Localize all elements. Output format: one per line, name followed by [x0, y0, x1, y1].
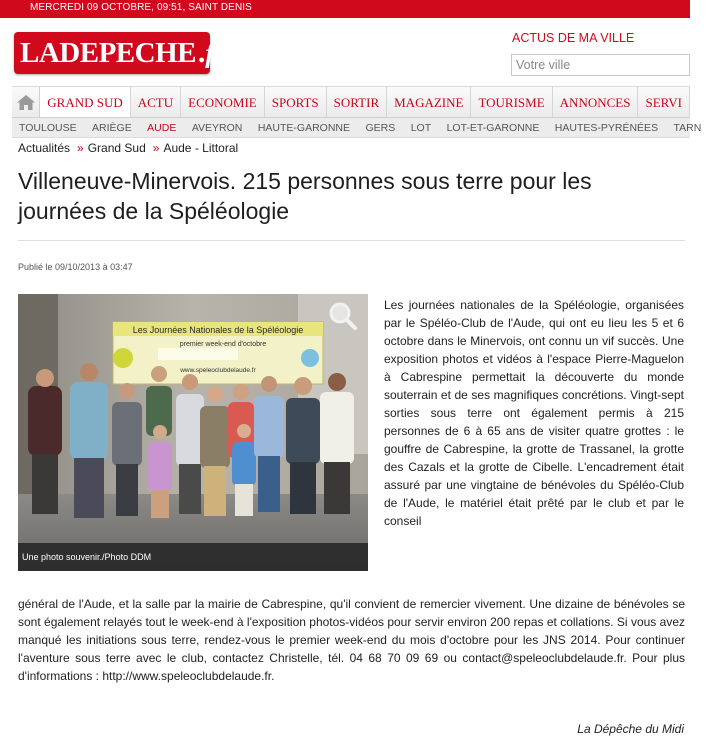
ladepeche-logo[interactable] [14, 32, 225, 74]
subnav-item-hautes-pyrenees[interactable]: HAUTES-PYRÉNÉES [554, 122, 659, 134]
article-paragraph-1: Les journées nationales de la Spéléologie, organisées par le Spéléo-Club de l'Aude, qui ont eu lieu les 5 et 6 octobre dans le Minervois, ont connu un vif succès. Une exposition photos et vidéos à l'espace Pierre-Maguelon à Cabrespine permettait la découverte du monde souterrain et de ses magnifiques concrétions. Vingt-sept sorties sous terre ont également permis à 215 personnes de 6 à 65 ans de visiter quatre grottes : le gouffre de Cabrespine, la grotte de Trassanel, la grotte des Cazals et la grotte de Cibelle. L'encadrement était assuré par une vingtaine de bénévoles du Spéléo-Club de l'Aude, le matériel était prêté par le club et par le conseil [384, 298, 684, 528]
people-group [28, 363, 354, 518]
top-bar [0, 0, 690, 18]
logo-fr: fr [205, 37, 225, 68]
article-body-column [384, 296, 684, 530]
banner-url: www.speleoclubdelaude.fr [180, 367, 256, 374]
home-button[interactable] [12, 87, 40, 117]
nav-item-annonces[interactable]: ANNONCES [553, 87, 639, 117]
house-icon [17, 95, 35, 110]
subnav-item-lot-et-garonne[interactable]: LOT-ET-GARONNE [446, 122, 540, 134]
publish-date: Publié le 09/10/2013 à 03:47 [18, 262, 133, 272]
subnav-item-aveyron[interactable]: AVEYRON [191, 122, 243, 134]
city-search-input[interactable] [511, 54, 690, 76]
article-paragraph-2: général de l'Aude, et la salle par la mairie de Cabrespine, qu'il convient de remercier vivement. Une dizaine de bénévoles se sont également relayés tout le week-end à l'exposition photos-vidéos pour servir environ 200 repas et collations. Si vous avez manqué les initiations sous terre, rendez-vous le premier week-end du mois d'octobre pour les JNS 2014. Pour continuer l'aventure sous terre avec le club, contactez Christelle, tél. 04 68 70 09 69 ou contact@speleoclubdelaude.fr. Pour plus d'informations : http://www.speleoclubdelaude.fr. [18, 597, 685, 683]
logo-word: LADEPECHE [20, 36, 196, 69]
nav-item-services[interactable]: SERVI [638, 87, 690, 117]
nav-item-magazine[interactable]: MAGAZINE [387, 87, 471, 117]
article-signature: La Dépêche du Midi [577, 722, 684, 736]
logo-dot: . [197, 36, 206, 69]
subnav-item-toulouse[interactable]: TOULOUSE [19, 122, 77, 134]
group-photo-illustration [18, 294, 368, 571]
subnav-item-haute-garonne[interactable]: HAUTE-GARONNE [257, 122, 351, 134]
subnav-item-lot[interactable]: LOT [410, 122, 432, 134]
breadcrumb [18, 141, 238, 155]
photo-caption-bar [18, 543, 368, 571]
nav-item-grand-sud[interactable]: GRAND SUD [40, 87, 130, 117]
sub-nav [12, 118, 702, 138]
article-photo[interactable] [18, 294, 368, 571]
nav-item-economie[interactable]: ECONOMIE [181, 87, 265, 117]
subnav-item-ariege[interactable]: ARIÈGE [92, 122, 132, 134]
zoom-icon[interactable] [328, 301, 358, 331]
breadcrumb-item-grand-sud[interactable]: Grand Sud [87, 141, 146, 155]
nav-item-sports[interactable]: SPORTS [265, 87, 327, 117]
nav-item-tourisme[interactable]: TOURISME [471, 87, 552, 117]
banner-title: Les Journées Nationales de la Spéléologie [132, 325, 304, 335]
subnav-item-tarn[interactable]: TARN [673, 122, 702, 134]
nav-item-sortir[interactable]: SORTIR [327, 87, 387, 117]
subnav-item-gers[interactable]: GERS [365, 122, 396, 134]
date-location: MERCREDI 09 OCTOBRE, 09:51, SAINT DENIS [30, 2, 252, 13]
breadcrumb-separator: » [77, 141, 84, 155]
breadcrumb-item-actualites[interactable]: Actualités [18, 141, 71, 155]
banner-subtitle: premier week-end d'octobre [179, 341, 267, 348]
breadcrumb-separator: » [152, 141, 160, 155]
article-body-full [18, 595, 685, 685]
title-divider [18, 240, 685, 241]
article-title: Villeneuve-Minervois. 215 personnes sous terre pour les journées de la Spéléologie [18, 168, 592, 224]
main-nav [12, 86, 690, 118]
photo-caption: Une photo souvenir./Photo DDM [22, 552, 152, 562]
nav-item-actu[interactable]: ACTU [131, 87, 181, 117]
city-news-label: ACTUS DE MA VILLE [512, 31, 635, 45]
subnav-item-aude[interactable]: AUDE [147, 122, 177, 134]
breadcrumb-item-aude-littoral[interactable]: Aude - Littoral [163, 141, 239, 155]
